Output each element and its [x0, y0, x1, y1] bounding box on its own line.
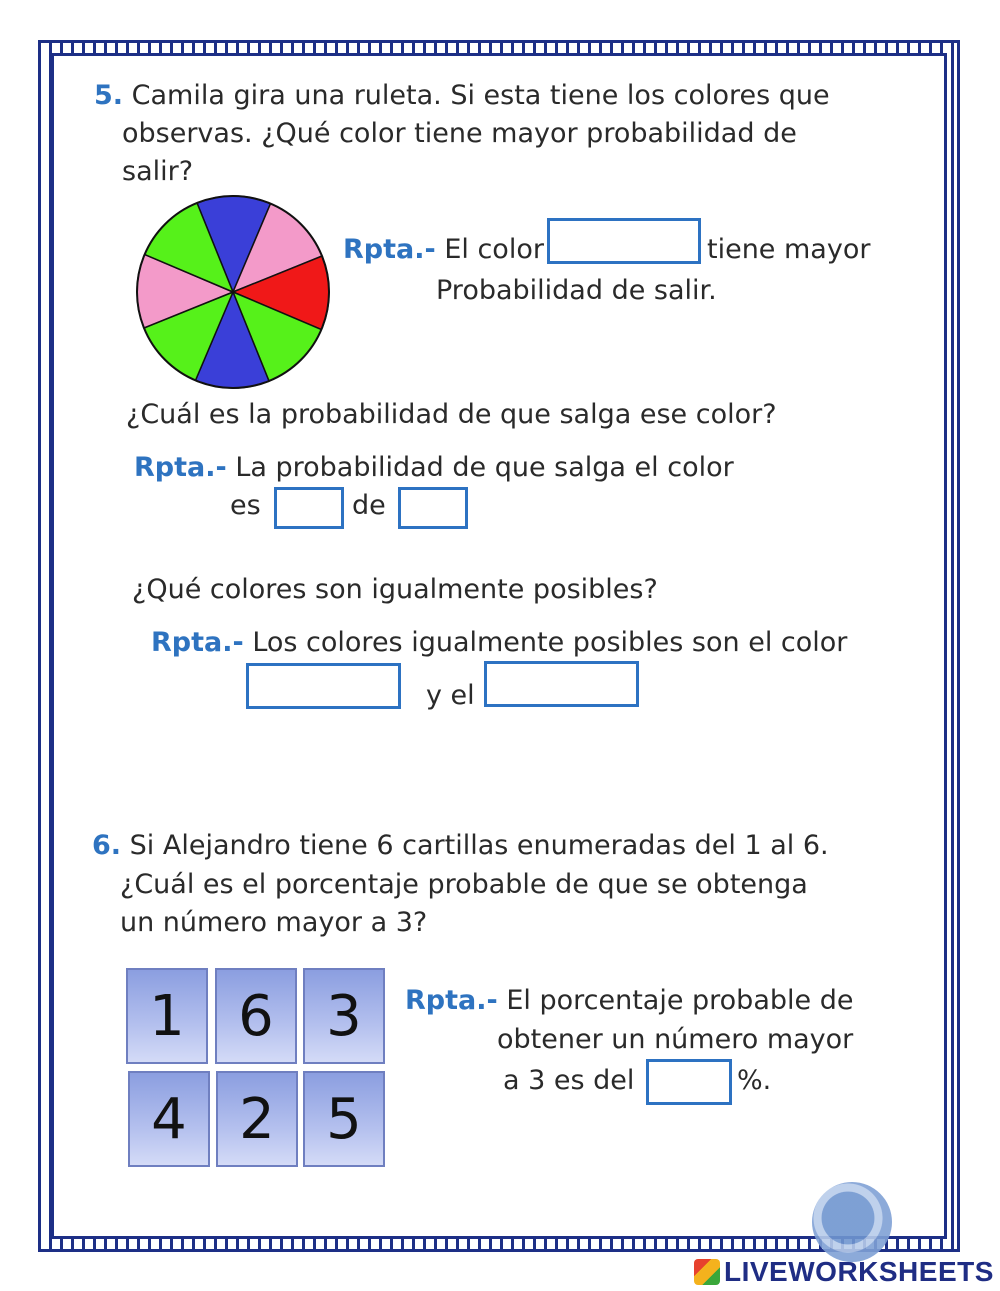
- question-5-number: 5.: [94, 80, 124, 111]
- question-5-line-2: observas. ¿Qué color tiene mayor probabilidad de: [122, 118, 797, 149]
- question-5-line-1: [94, 77, 830, 115]
- number-card: 3: [303, 968, 385, 1064]
- watermark-circle-icon: [812, 1182, 892, 1262]
- answer-6-percent: %.: [737, 1065, 772, 1096]
- answer-5a-after: tiene mayor: [707, 234, 871, 265]
- answer-5a-before: El color: [444, 234, 544, 265]
- answer-5a-line-2: Probabilidad de salir.: [436, 275, 717, 306]
- answer-5a-line-1: [343, 231, 544, 269]
- answer-5c-line-1: [151, 624, 847, 662]
- second-color-input[interactable]: [484, 661, 639, 707]
- question-6-text-1: Si Alejandro tiene 6 cartillas enumeradas del 1 al 6.: [129, 830, 829, 861]
- color-spinner: [134, 193, 332, 391]
- number-card: 2: [216, 1071, 298, 1167]
- answer-6-line-2: obtener un número mayor: [497, 1024, 854, 1055]
- number-card: 5: [303, 1071, 385, 1167]
- liveworksheets-logo[interactable]: [694, 1256, 994, 1288]
- question-6-number: 6.: [92, 830, 122, 861]
- answer-5c-yel: y el: [426, 680, 475, 711]
- rpta-label: Rpta.-: [405, 985, 498, 1016]
- rpta-label: Rpta.-: [343, 234, 436, 265]
- answer-6-text-1: El porcentaje probable de: [506, 985, 854, 1016]
- denominator-input[interactable]: [398, 487, 468, 529]
- question-5b: ¿Cuál es la probabilidad de que salga ese color?: [126, 399, 777, 430]
- rpta-label: Rpta.-: [151, 627, 244, 658]
- question-5-line-3: salir?: [122, 156, 194, 187]
- question-5c: ¿Qué colores son igualmente posibles?: [132, 574, 658, 605]
- color-answer-input[interactable]: [547, 218, 701, 264]
- answer-5c-text: Los colores igualmente posibles son el color: [252, 627, 848, 658]
- percentage-input[interactable]: [646, 1059, 732, 1105]
- number-card: 6: [215, 968, 297, 1064]
- question-6-line-3: un número mayor a 3?: [120, 907, 428, 938]
- answer-5b-de: de: [352, 490, 386, 521]
- answer-5b-text: La probabilidad de que salga el color: [235, 452, 734, 483]
- logo-text: LIVEWORKSHEETS: [724, 1256, 994, 1287]
- rpta-label: Rpta.-: [134, 452, 227, 483]
- number-card: 4: [128, 1071, 210, 1167]
- number-card: 1: [126, 968, 208, 1064]
- question-6-line-1: [92, 827, 829, 865]
- answer-5b-es: es: [230, 490, 261, 521]
- answer-6-line-1: [405, 982, 853, 1020]
- answer-5b-line-1: [134, 449, 734, 487]
- numerator-input[interactable]: [274, 487, 344, 529]
- question-6-line-2: ¿Cuál es el porcentaje probable de que se obtenga: [120, 869, 808, 900]
- live-badge-icon: [694, 1259, 720, 1285]
- answer-6-line-3: a 3 es del: [503, 1065, 635, 1096]
- question-5-text-1: Camila gira una ruleta. Si esta tiene los colores que: [131, 80, 830, 111]
- first-color-input[interactable]: [246, 663, 401, 709]
